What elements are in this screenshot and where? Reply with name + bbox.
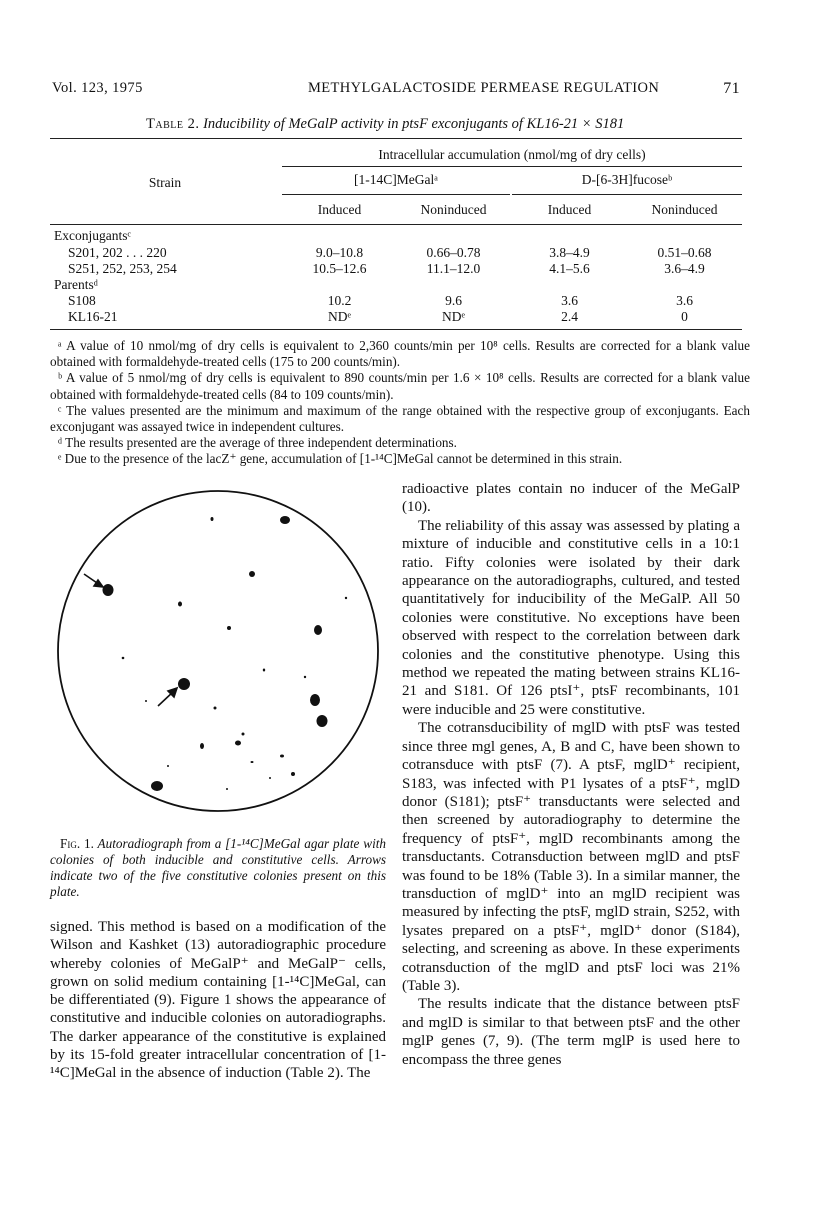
header-accumulation: Intracellular accumulation (nmol/mg of dry cells) <box>378 147 646 162</box>
row-label: S108 <box>68 293 96 308</box>
colony <box>310 694 320 706</box>
cell-value: NDᵉ <box>442 309 465 324</box>
header-fucose: D-[6-3H]fucoseᵇ <box>581 172 673 187</box>
cell-value: 0 <box>681 309 688 324</box>
row-label: S251, 252, 253, 254 <box>68 261 177 276</box>
footnote-d: ᵈ The results presented are the average of three independent determinations. <box>58 435 457 451</box>
figure-caption <box>50 836 386 900</box>
colony <box>317 715 328 727</box>
colony <box>280 755 284 758</box>
subheader-induced-fucose: Induced <box>547 202 592 217</box>
cell-value: 2.4 <box>561 309 578 324</box>
table-rule-sub-2 <box>512 194 742 195</box>
row-label: Exconjugantsᶜ <box>54 228 131 243</box>
header-strain: Strain <box>148 175 182 190</box>
table-rule-group <box>282 166 742 167</box>
colony <box>226 788 228 790</box>
colony <box>200 743 204 749</box>
colony <box>280 516 290 524</box>
colony <box>151 781 163 791</box>
table-footnotes <box>50 338 750 468</box>
running-title: METHYLGALACTOSIDE PERMEASE REGULATION <box>308 80 660 96</box>
header-megal: [1-14C]MeGalᵃ <box>354 172 438 187</box>
colony <box>211 517 214 521</box>
agar-plate-outline <box>58 491 378 811</box>
colony <box>145 700 147 702</box>
data-table <box>50 138 742 334</box>
journal-volume: Vol. 123, 1975 <box>52 80 143 96</box>
cell-value: 3.6 <box>561 293 578 308</box>
cell-value: 11.1–12.0 <box>426 261 481 276</box>
autoradiograph-image <box>52 486 384 816</box>
colony <box>227 626 231 630</box>
cell-value: 10.2 <box>327 293 352 308</box>
colony <box>122 657 125 659</box>
colony <box>291 772 295 776</box>
figure-autoradiograph <box>52 486 384 816</box>
running-head <box>52 80 740 102</box>
colony <box>242 733 245 736</box>
cell-value: 10.5–12.6 <box>312 261 367 276</box>
colony <box>345 597 347 599</box>
cell-value: 9.0–10.8 <box>315 245 364 260</box>
page-number: 71 <box>723 80 740 97</box>
cell-value: 9.6 <box>445 293 462 308</box>
figure-caption-text: Autoradiograph from a [1-¹⁴C]MeGal agar plate with colonies of both inducible and constitutive cells. Arrows indicate two of the five constitutive colonies present on this plate. <box>50 836 386 899</box>
table-label: Table 2. <box>146 116 200 132</box>
cell-value: 3.8–4.9 <box>549 245 590 260</box>
paragraph: radioactive plates contain no inducer of the MeGalP (10). <box>402 481 740 516</box>
paragraph: The reliability of this assay was assessed by plating a mixture of inducible and constitutive cells in a 10:1 ratio. Fifty colonies were isolated by their dark appearance on the autoradiographs, cultured, and tested quantitatively for inducibility of the MeGalP. All 50 colonies were constitutive. No exceptions have been observed with respect to the correlation between dark colonies and the constitutive phenotype. Using this method we repeated the mating between strains KL16-21 and S181. Of 126 ptsI⁺, ptsF recombinants, 101 were inducible and 25 were constitutive. <box>402 517 740 718</box>
footnote-c: ᶜ The values presented are the minimum and maximum of the range obtained with the respective group of exconjugants. Each exconjugant was assayed twice in independent cultures. <box>50 402 750 435</box>
figure-label: Fig. 1. <box>60 836 94 851</box>
colony <box>269 777 271 779</box>
table-caption <box>146 116 746 133</box>
cell-value: 0.66–0.78 <box>426 245 481 260</box>
subheader-noninduced-fucose: Noninduced <box>651 202 718 217</box>
row-label: Parentsᵈ <box>54 277 98 292</box>
body-text-right-column <box>402 480 740 1069</box>
footnote-b: ᵇ A value of 5 nmol/mg of dry cells is equivalent to 890 counts/min per 1.6 × 10⁸ cells. Results are corrected for a blank value obtained with formaldehyde-treated cells (84 to 109 counts/min). <box>50 370 750 402</box>
cell-value: 0.51–0.68 <box>657 245 712 260</box>
colony <box>251 761 254 763</box>
colony-constitutive <box>103 584 114 596</box>
table-rule-sub-1 <box>282 194 510 195</box>
cell-value: 3.6 <box>676 293 693 308</box>
colony <box>314 625 322 635</box>
cell-value: NDᵉ <box>328 309 351 324</box>
colony-constitutive <box>178 678 190 690</box>
row-label: S201, 202 . . . 220 <box>68 245 167 260</box>
cell-value: 4.1–5.6 <box>549 261 590 276</box>
body-text-left-column <box>50 918 386 1083</box>
colony <box>304 676 306 678</box>
paragraph: signed. This method is based on a modification of the Wilson and Kashket (13) autoradiographic procedure whereby colonies of MeGalP⁺ and MeGalP⁻ cells, grown on solid medium containing [1-¹⁴C]MeGal, can be differentiated (9). Figure 1 shows the appearance of constitutive and inducible colonies on autoradiographs. The darker appearance of the constitutive is explained by its 15-fold greater intracellular concentration of [1-¹⁴C]MeGal in the absence of induction (Table 2). The <box>50 919 386 1082</box>
paragraph: The results indicate that the distance between ptsF and mglD is similar to that between ptsF and the other mglP genes (7, 9). (The term mglP is used here to encompass the three genes <box>402 996 740 1068</box>
colony <box>263 669 265 672</box>
table-rule-top <box>50 138 742 139</box>
footnote-a: ᵃ A value of 10 nmol/mg of dry cells is equivalent to 2,360 counts/min per 10⁸ cells. Results are corrected for a blank value obtained with formaldehyde-treated cells (175 to 200 counts/min). <box>50 338 750 370</box>
table-rule-header <box>50 224 742 225</box>
colony <box>214 707 217 710</box>
cell-value: 3.6–4.9 <box>664 261 705 276</box>
colony <box>167 765 169 767</box>
table-rule-bottom <box>50 329 742 330</box>
paragraph: The cotransducibility of mglD with ptsF was tested since three mgl genes, A, B and C, have been shown to cotransduce with ptsF (7). A ptsF, mglD⁺ recipient, S183, was infected with P1 lysates of a ptsF⁺, mglD donor (S181); ptsF⁺ transductants were selected and then screened by autoradiography to determine the frequency of ptsF⁺, mglD recombinants among the transductants. Cotransduction between mglD and ptsF was found to be 18% (Table 3). In a similar manner, the transduction of mglD⁺ into an mglD recipient was measured by infecting the ptsF, mglD strain, S252, with lysates prepared on a ptsF⁺, mglD⁺ donor (S184), selecting, and screening as above. In these experiments cotransduction of the mglD and ptsF loci was 21% (Table 3). <box>402 720 740 994</box>
colony <box>178 602 182 607</box>
subheader-induced-megal: Induced <box>317 202 362 217</box>
row-label: KL16-21 <box>68 309 118 324</box>
colony <box>235 741 241 746</box>
footnote-e: ᵉ Due to the presence of the lacZ⁺ gene, accumulation of [1-¹⁴C]MeGal cannot be determined in this strain. <box>58 451 623 467</box>
colony <box>249 571 255 577</box>
table-title: Inducibility of MeGalP activity in ptsF exconjugants of KL16-21 × S181 <box>203 116 625 132</box>
subheader-noninduced-megal: Noninduced <box>420 202 487 217</box>
